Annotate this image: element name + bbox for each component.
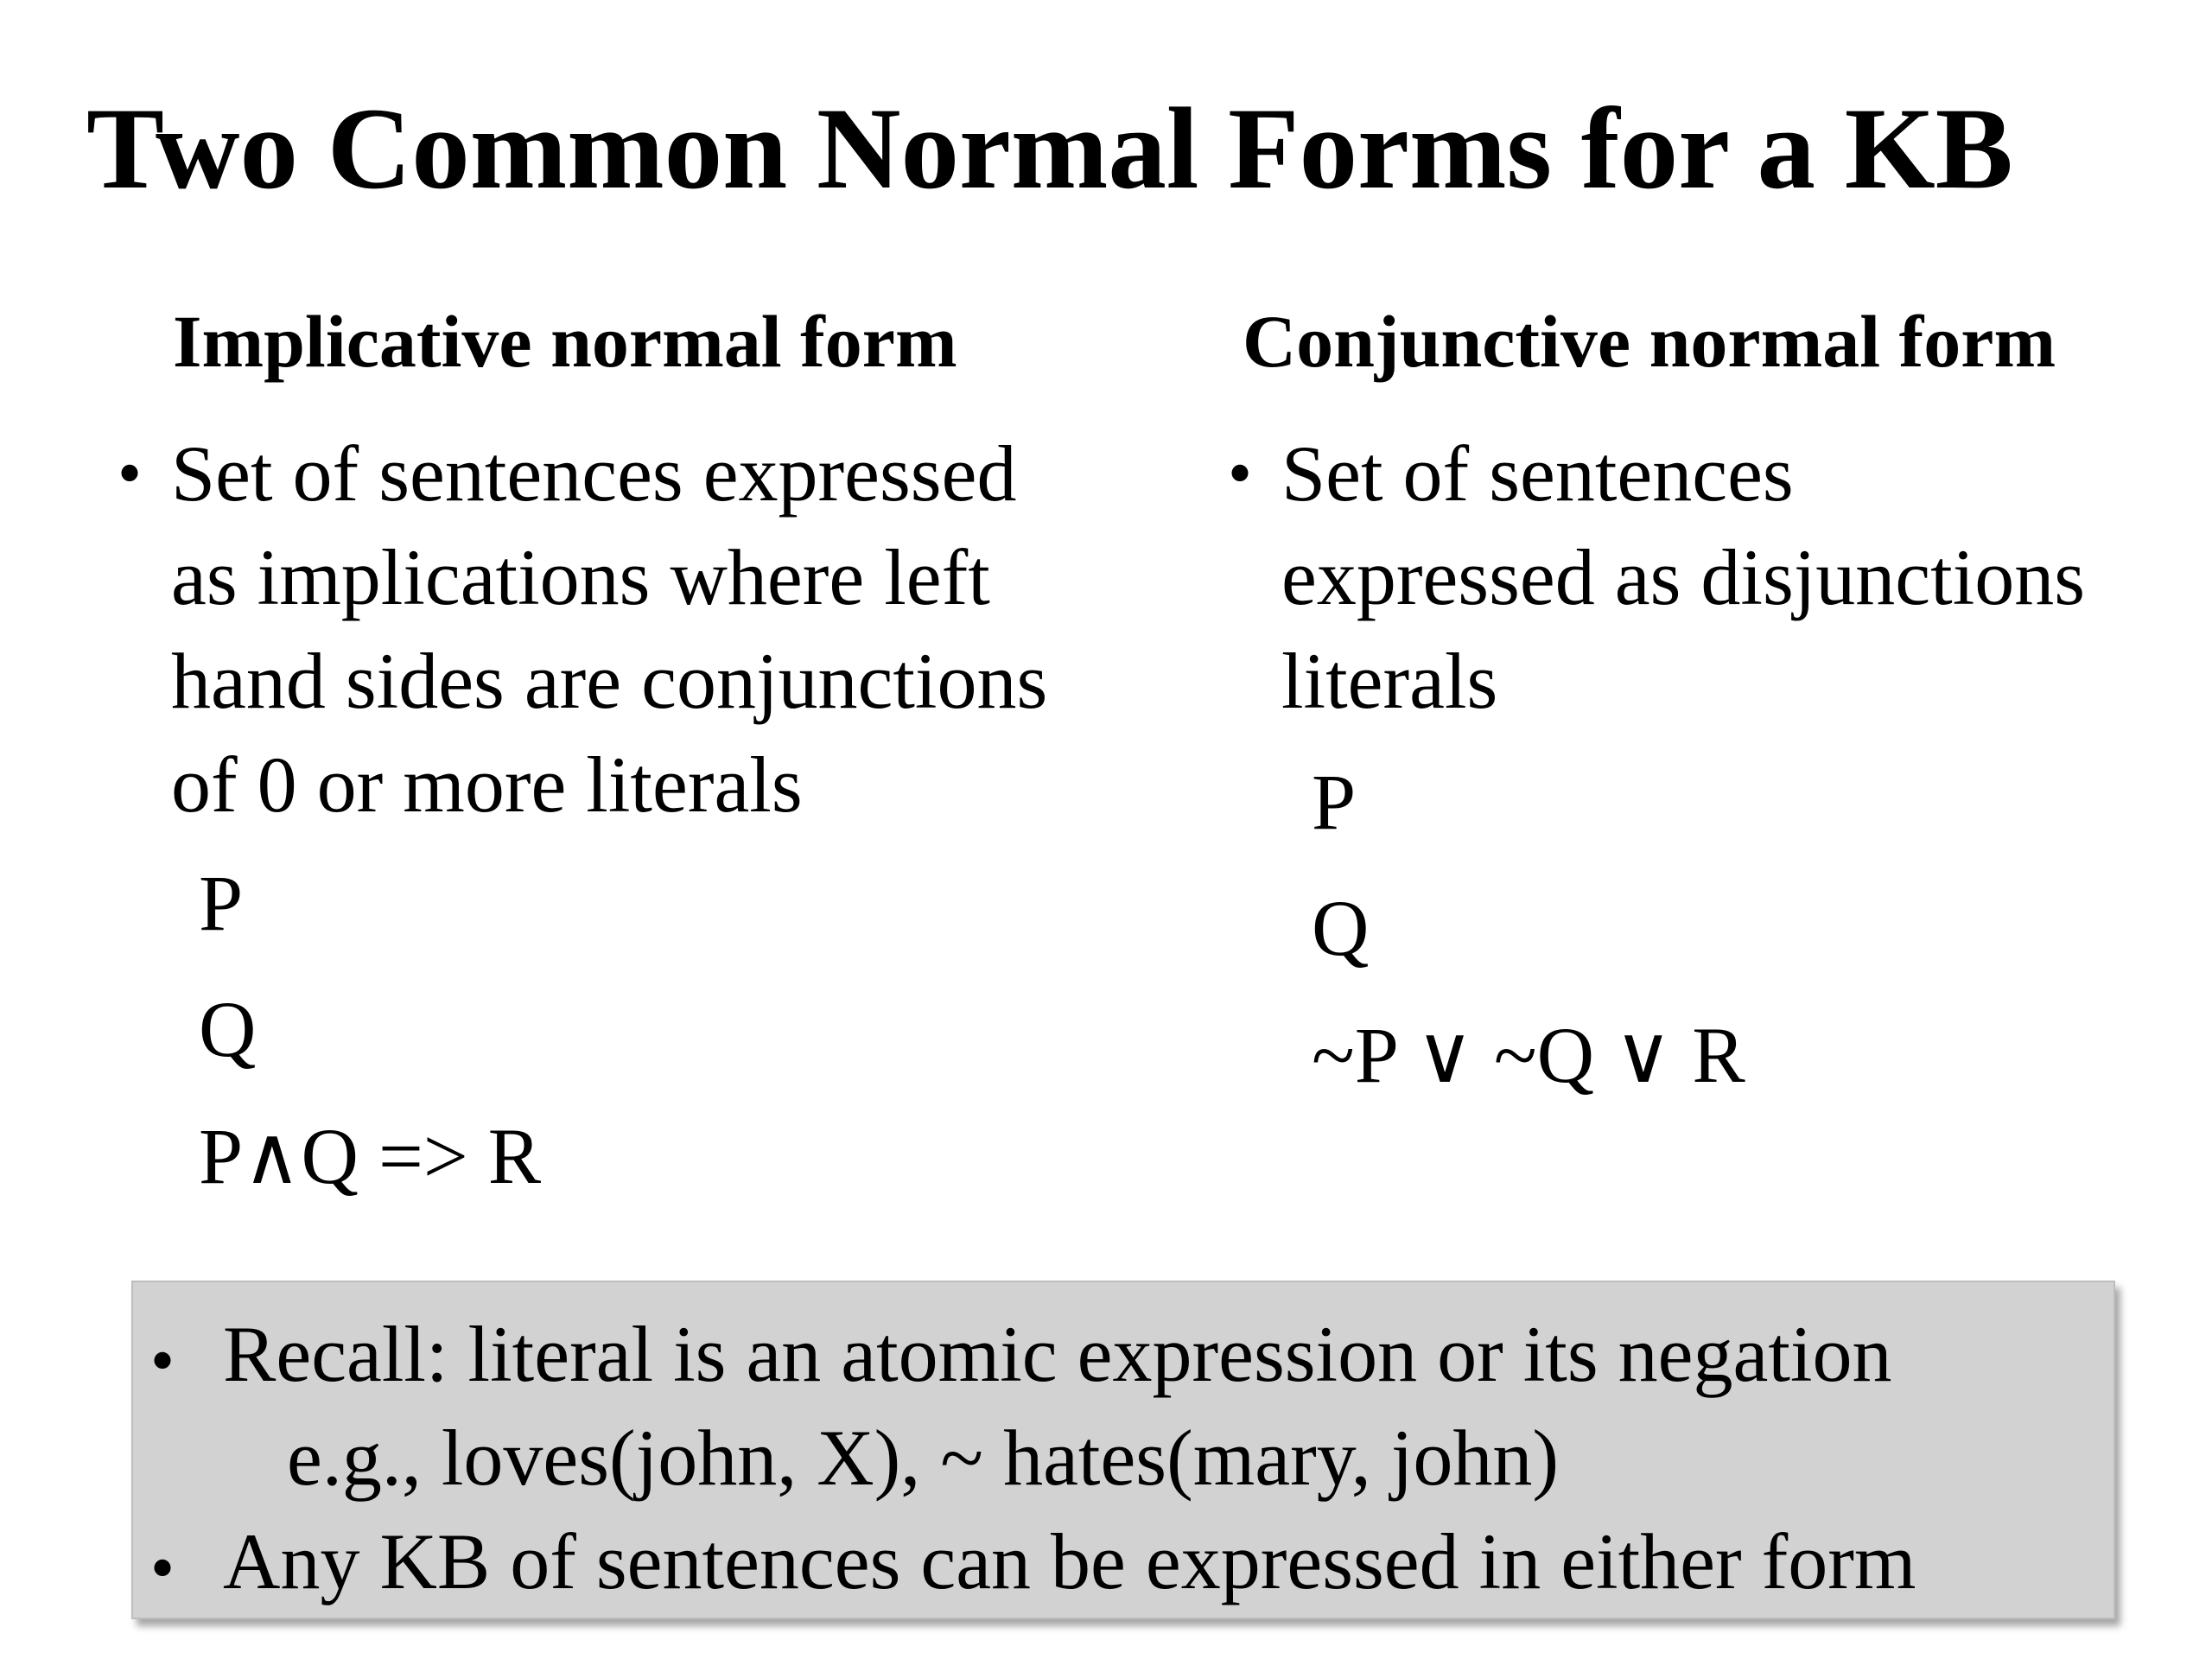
bullet-glyph: • (150, 1530, 175, 1606)
conjunctive-bullet-line: expressed as disjunctions (1281, 533, 2086, 621)
any-kb-line: Any KB of sentences can be expressed in either form (223, 1517, 1916, 1605)
conjunctive-example-q: Q (1312, 884, 1370, 972)
implicative-heading: Implicative normal form (173, 300, 957, 383)
implicative-bullet-line: of 0 or more literals (171, 741, 803, 829)
bullet-glyph: • (1228, 435, 1253, 512)
conjunctive-bullet (1228, 422, 2086, 733)
conjunctive-bullet-line: literals (1281, 637, 1498, 725)
conjunctive-bullet-line: Set of sentences (1281, 429, 1794, 518)
conjunctive-heading: Conjunctive normal form (1243, 300, 2056, 383)
conjunctive-example-p: P (1312, 758, 1357, 846)
implicative-example-q: Q (199, 985, 257, 1073)
recall-line: Recall: literal is an atomic expression or its negation (223, 1310, 1892, 1398)
implicative-bullet (118, 422, 1048, 836)
bullet-glyph: • (150, 1323, 175, 1399)
implicative-bullet-line: Set of sentences expressed (171, 429, 1017, 518)
implicative-bullet-line: as implications where left (171, 533, 990, 621)
recall-example-line: e.g., loves(john, X), ~ hates(mary, john) (287, 1414, 1559, 1502)
recall-note-box (131, 1281, 2115, 1619)
implicative-example-rule: P∧Q => R (199, 1112, 542, 1200)
implicative-bullet-line: hand sides are conjunctions (171, 637, 1048, 725)
bullet-glyph: • (118, 435, 143, 512)
conjunctive-example-clause: ~P ∨ ~Q ∨ R (1312, 1011, 1745, 1099)
implicative-example-p: P (199, 859, 244, 947)
slide-title: Two Common Normal Forms for a KB (86, 85, 2013, 213)
